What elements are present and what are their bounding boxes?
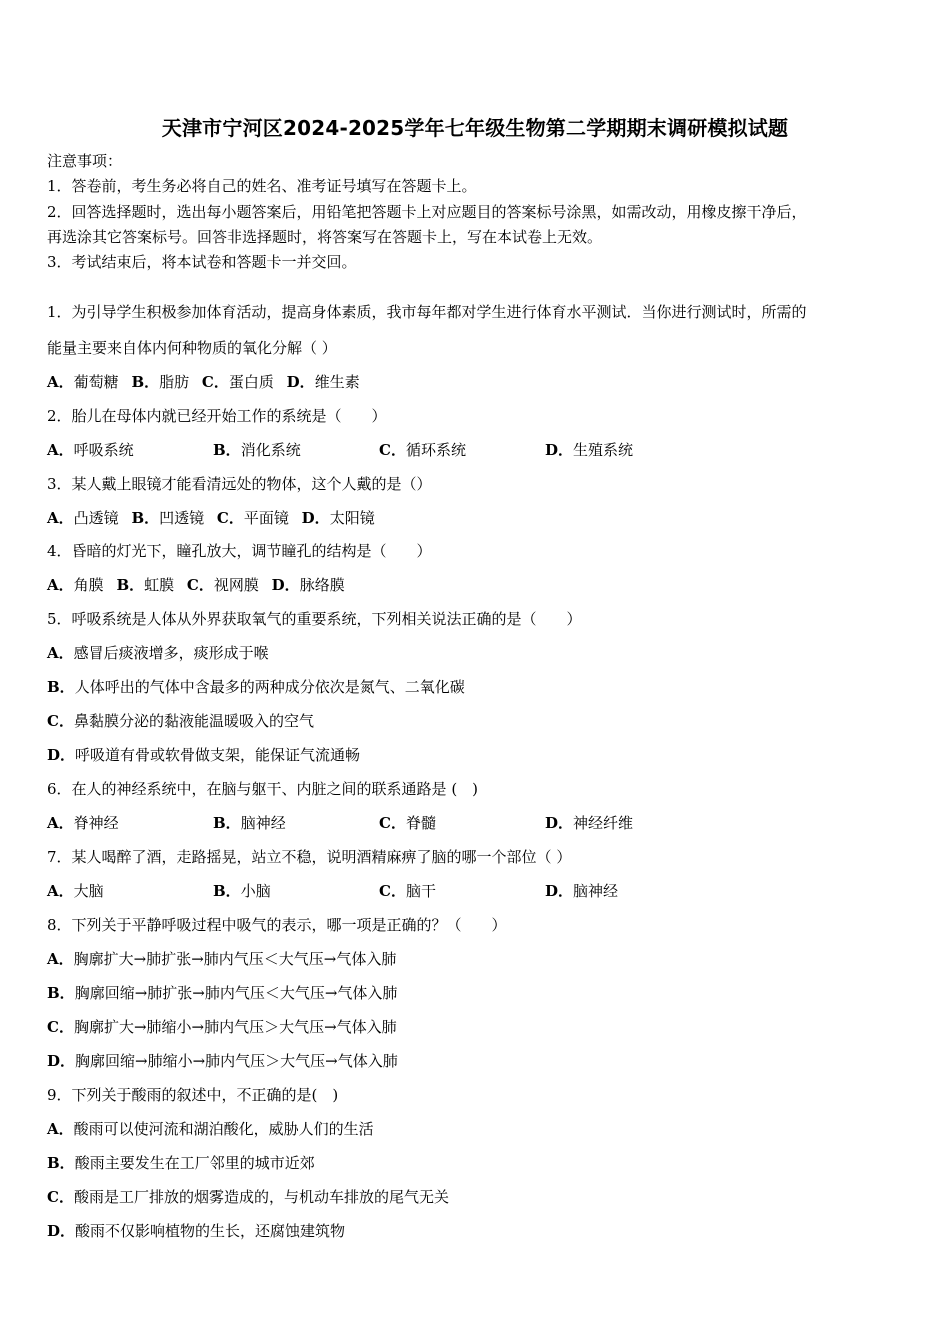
question-stem: 9．下列关于酸雨的叙述中，不正确的是( ) xyxy=(47,1086,339,1104)
option-d[interactable]: D．呼吸道有骨或软骨做支架，能保证气流通畅 xyxy=(47,746,361,764)
page-title: 天津市宁河区2024-2025学年七年级生物第二学期期末调研模拟试题 xyxy=(161,116,789,140)
option-c[interactable]: C．视网膜 xyxy=(186,576,259,594)
option-a[interactable]: A．呼吸系统 xyxy=(47,441,134,459)
option-b[interactable]: B．酸雨主要发生在工厂邻里的城市近郊 xyxy=(47,1154,315,1172)
option-a[interactable]: A．胸廓扩大→肺扩张→肺内气压＜大气压→气体入肺 xyxy=(47,950,397,968)
option-c[interactable]: C．胸廓扩大→肺缩小→肺内气压＞大气压→气体入肺 xyxy=(47,1018,397,1036)
option-d[interactable]: D．维生素 xyxy=(286,373,360,391)
option-b[interactable]: B．脂肪 xyxy=(131,373,190,391)
option-d[interactable]: D．脉络膜 xyxy=(271,576,345,594)
option-d[interactable]: D．酸雨不仅影响植物的生长，还腐蚀建筑物 xyxy=(47,1222,346,1240)
option-d[interactable]: D．太阳镜 xyxy=(301,509,375,527)
question-stem: 1．为引导学生积极参加体育活动，提高身体素质，我市每年都对学生进行体育水平测试．当你进行测试时，所需的 xyxy=(47,303,807,321)
option-b[interactable]: B．凹透镜 xyxy=(131,509,205,527)
notice-item: 3．考试结束后，将本试卷和答题卡一并交回。 xyxy=(47,253,357,271)
option-row xyxy=(47,882,711,900)
question-stem: 8．下列关于平静呼吸过程中吸气的表示，哪一项是正确的？（ ） xyxy=(47,916,507,934)
option-a[interactable]: A．葡萄糖 xyxy=(47,373,119,391)
option-row xyxy=(47,441,711,459)
option-row xyxy=(47,576,353,594)
option-b[interactable]: B．胸廓回缩→肺扩张→肺内气压＜大气压→气体入肺 xyxy=(47,984,398,1002)
option-a[interactable]: A．角膜 xyxy=(47,576,104,594)
option-d[interactable]: D．生殖系统 xyxy=(545,441,634,459)
option-c[interactable]: C．蛋白质 xyxy=(201,373,274,391)
option-c[interactable]: C．脑干 xyxy=(379,882,436,900)
notice-heading: 注意事项： xyxy=(47,152,123,170)
option-b[interactable]: B．人体呼出的气体中含最多的两种成分依次是氮气、二氧化碳 xyxy=(47,678,465,696)
option-a[interactable]: A．感冒后痰液增多，痰形成于喉 xyxy=(47,644,269,662)
option-b[interactable]: B．脑神经 xyxy=(213,814,286,832)
notice-item: 再选涂其它答案标号。回答非选择题时，将答案写在答题卡上，写在本试卷上无效。 xyxy=(47,228,603,246)
option-c[interactable]: C．循环系统 xyxy=(379,441,466,459)
option-b[interactable]: B．小脑 xyxy=(213,882,271,900)
option-a[interactable]: A．脊神经 xyxy=(47,814,119,832)
question-stem: 5．呼吸系统是人体从外界获取氧气的重要系统，下列相关说法正确的是（ ） xyxy=(47,610,582,628)
notice-item: 1．答卷前，考生务必将自己的姓名、准考证号填写在答题卡上。 xyxy=(47,177,477,195)
notice-item: 2．回答选择题时，选出每小题答案后，用铅笔把答题卡上对应题目的答案标号涂黑，如需改动，用橡皮擦干净后， xyxy=(47,203,807,221)
question-stem: 4．昏暗的灯光下，瞳孔放大，调节瞳孔的结构是（ ） xyxy=(47,542,432,560)
option-c[interactable]: C．鼻黏膜分泌的黏液能温暖吸入的空气 xyxy=(47,712,314,730)
option-b[interactable]: B．消化系统 xyxy=(213,441,301,459)
option-d[interactable]: D．胸廓回缩→肺缩小→肺内气压＞大气压→气体入肺 xyxy=(47,1052,398,1070)
question-stem: 3．某人戴上眼镜才能看清远处的物体，这个人戴的是（） xyxy=(47,475,432,493)
option-b[interactable]: B．虹膜 xyxy=(116,576,175,594)
question-stem: 2．胎儿在母体内就已经开始工作的系统是（ ） xyxy=(47,407,387,425)
option-row xyxy=(47,373,368,391)
option-d[interactable]: D．脑神经 xyxy=(545,882,619,900)
option-row xyxy=(47,509,383,527)
option-row xyxy=(47,814,711,832)
option-a[interactable]: A．凸透镜 xyxy=(47,509,119,527)
question-stem: 6．在人的神经系统中，在脑与躯干、内脏之间的联系通路是 ( ) xyxy=(47,780,479,798)
option-c[interactable]: C．平面镜 xyxy=(216,509,289,527)
option-d[interactable]: D．神经纤维 xyxy=(545,814,634,832)
option-c[interactable]: C．酸雨是工厂排放的烟雾造成的，与机动车排放的尾气无关 xyxy=(47,1188,449,1206)
option-a[interactable]: A．酸雨可以使河流和湖泊酸化，威胁人们的生活 xyxy=(47,1120,374,1138)
option-c[interactable]: C．脊髓 xyxy=(379,814,436,832)
question-stem: 7．某人喝醉了酒，走路摇晃，站立不稳，说明酒精麻痹了脑的哪一个部位（ ） xyxy=(47,848,572,866)
option-a[interactable]: A．大脑 xyxy=(47,882,104,900)
question-stem: 能量主要来自体内何种物质的氧化分解（ ） xyxy=(47,339,337,357)
